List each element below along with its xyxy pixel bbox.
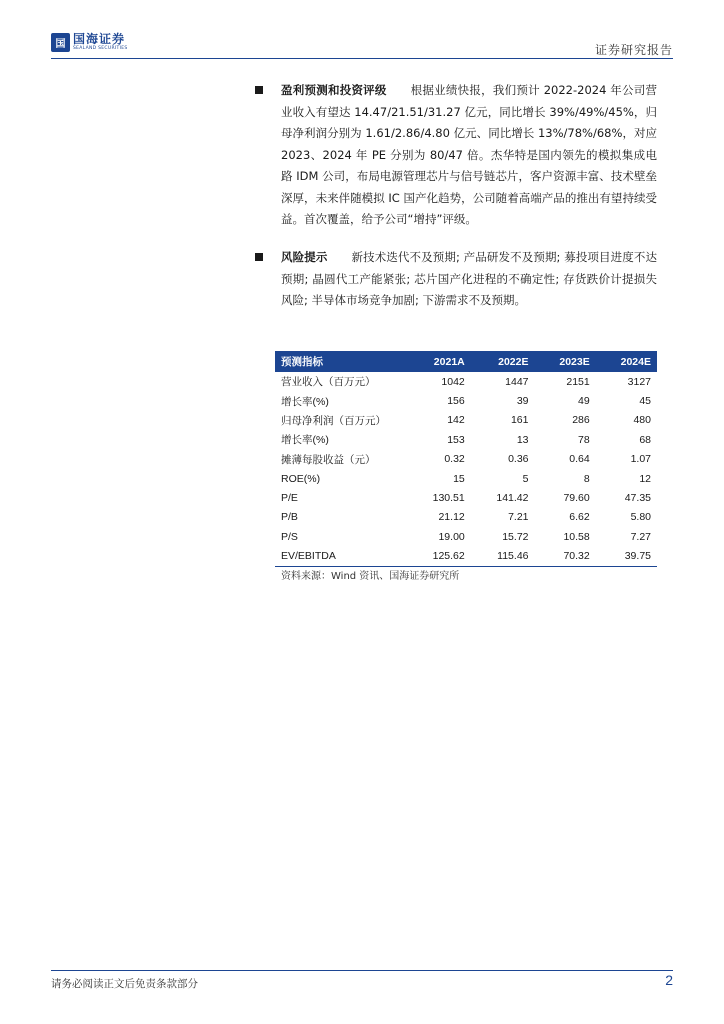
row-label: P/E bbox=[281, 492, 298, 505]
table-cell: 480 bbox=[633, 414, 651, 427]
table-cell: 5.80 bbox=[630, 511, 651, 524]
table-header-row bbox=[275, 351, 657, 372]
table-cell: 19.00 bbox=[438, 530, 465, 543]
table-cell: 141.42 bbox=[496, 492, 529, 505]
disclaimer-text: 请务必阅读正文后免责条款部分 bbox=[51, 978, 198, 990]
table-cell: 0.36 bbox=[508, 453, 529, 466]
column-header: 2024E bbox=[596, 351, 657, 372]
row-label: EV/EBITDA bbox=[275, 547, 407, 567]
table-row bbox=[275, 430, 657, 449]
table-cell: 3127 bbox=[627, 375, 651, 388]
row-label: P/B bbox=[281, 511, 298, 524]
table-row bbox=[275, 527, 657, 546]
table-cell: 286 bbox=[572, 414, 590, 427]
table-cell: 47.35 bbox=[624, 492, 651, 505]
table-cell: 2151 bbox=[566, 375, 590, 388]
table-cell: 125.62 bbox=[407, 547, 471, 567]
table-row bbox=[275, 547, 657, 567]
row-label: 摊薄每股收益（元） bbox=[281, 453, 376, 466]
table-cell: 8 bbox=[583, 472, 590, 485]
column-header: 2021A bbox=[407, 351, 471, 372]
page-number: 2 bbox=[665, 972, 673, 988]
section-body: 根据业绩快报，我们预计 2022-2024 年公司营业收入有望达 14.47/21.51/31.27 亿元，同比增长 39%/49%/45%，归母净利润分别为 1.61/2.86/4.80 亿元、同比增长 13%/78%/68%，对应 2023、2024 年 PE 分别为 80/47 倍。杰华特是国内领先的模拟集成电路 IDM 公司，布局电源管理芯片与信号链芯片，客户资源丰富、技术壁垒深厚，未来伴随模拟 IC 国产化趋势，公司随着高端产品的推出有望持续受益。首次覆盖，给予公司“增持”评级。 bbox=[281, 83, 658, 226]
table-cell: 0.32 bbox=[444, 453, 465, 466]
table-cell: 15.72 bbox=[502, 530, 529, 543]
table-cell: 12 bbox=[639, 472, 651, 485]
row-label: ROE(%) bbox=[281, 472, 321, 485]
logo-name-en: SEALAND SECURITIES bbox=[73, 46, 128, 52]
table-cell: 7.27 bbox=[630, 530, 651, 543]
column-header: 2022E bbox=[471, 351, 535, 372]
table-cell: 78 bbox=[578, 433, 590, 446]
column-header: 预测指标 bbox=[275, 351, 407, 372]
row-label: P/S bbox=[281, 530, 298, 543]
table-cell: 39.75 bbox=[596, 547, 657, 567]
table-cell: 115.46 bbox=[471, 547, 535, 567]
table-cell: 15 bbox=[453, 472, 465, 485]
table-cell: 142 bbox=[447, 414, 465, 427]
table-cell: 5 bbox=[522, 472, 529, 485]
section-body: 新技术迭代不及预期; 产品研发不及预期; 募投项目进度不达预期; 晶圆代工产能紧张; 芯片国产化进程的不确定性; 存货跌价计提损失风险; 半导体市场竞争加剧; 下游需求不及预期。 bbox=[281, 250, 658, 307]
table-cell: 6.62 bbox=[569, 511, 590, 524]
section-heading: 风险提示 bbox=[281, 250, 328, 264]
table-cell: 39 bbox=[516, 395, 529, 408]
risk-section bbox=[281, 247, 657, 312]
logo-icon: 国 bbox=[51, 33, 70, 52]
table-cell: 70.32 bbox=[535, 547, 596, 567]
table-cell: 1.07 bbox=[630, 453, 651, 466]
table-row bbox=[275, 508, 657, 527]
table-source-note: 资料来源：Wind 资讯、国海证券研究所 bbox=[281, 571, 460, 582]
table-cell: 153 bbox=[447, 433, 465, 446]
table-cell: 21.12 bbox=[438, 511, 465, 524]
company-logo bbox=[51, 33, 128, 52]
logo-name-cn: 国海证券 bbox=[73, 32, 126, 47]
column-header: 2023E bbox=[535, 351, 596, 372]
table-cell: 45 bbox=[639, 395, 651, 408]
row-label: 归母净利润（百万元） bbox=[281, 414, 386, 427]
table-cell: 79.60 bbox=[563, 492, 590, 505]
table-cell: 0.64 bbox=[569, 453, 590, 466]
table-cell: 68 bbox=[639, 433, 651, 446]
square-bullet-icon bbox=[255, 86, 263, 94]
footer-divider bbox=[51, 970, 673, 971]
forecast-table bbox=[275, 351, 657, 567]
rating-section bbox=[281, 80, 657, 231]
table-cell: 13 bbox=[516, 433, 529, 446]
report-type-label: 证券研究报告 bbox=[594, 43, 673, 57]
table-cell: 1447 bbox=[505, 375, 529, 388]
table-cell: 7.21 bbox=[508, 511, 529, 524]
row-label: 增长率(%) bbox=[281, 395, 329, 408]
table-cell: 49 bbox=[578, 395, 590, 408]
table-cell: 156 bbox=[447, 395, 465, 408]
table-row bbox=[275, 450, 657, 469]
table-row bbox=[275, 411, 657, 430]
table-cell: 161 bbox=[510, 414, 529, 427]
table-cell: 1042 bbox=[441, 375, 465, 388]
square-bullet-icon bbox=[255, 253, 263, 261]
table-row bbox=[275, 372, 657, 391]
table-row bbox=[275, 391, 657, 410]
row-label: 增长率(%) bbox=[281, 434, 329, 447]
table-row bbox=[275, 488, 657, 507]
table-row bbox=[275, 469, 657, 488]
section-heading: 盈利预测和投资评级 bbox=[281, 83, 387, 97]
table-cell: 10.58 bbox=[563, 530, 590, 543]
table-cell: 130.51 bbox=[432, 492, 465, 505]
header-divider bbox=[51, 58, 673, 59]
row-label: 营业收入（百万元） bbox=[281, 376, 376, 389]
